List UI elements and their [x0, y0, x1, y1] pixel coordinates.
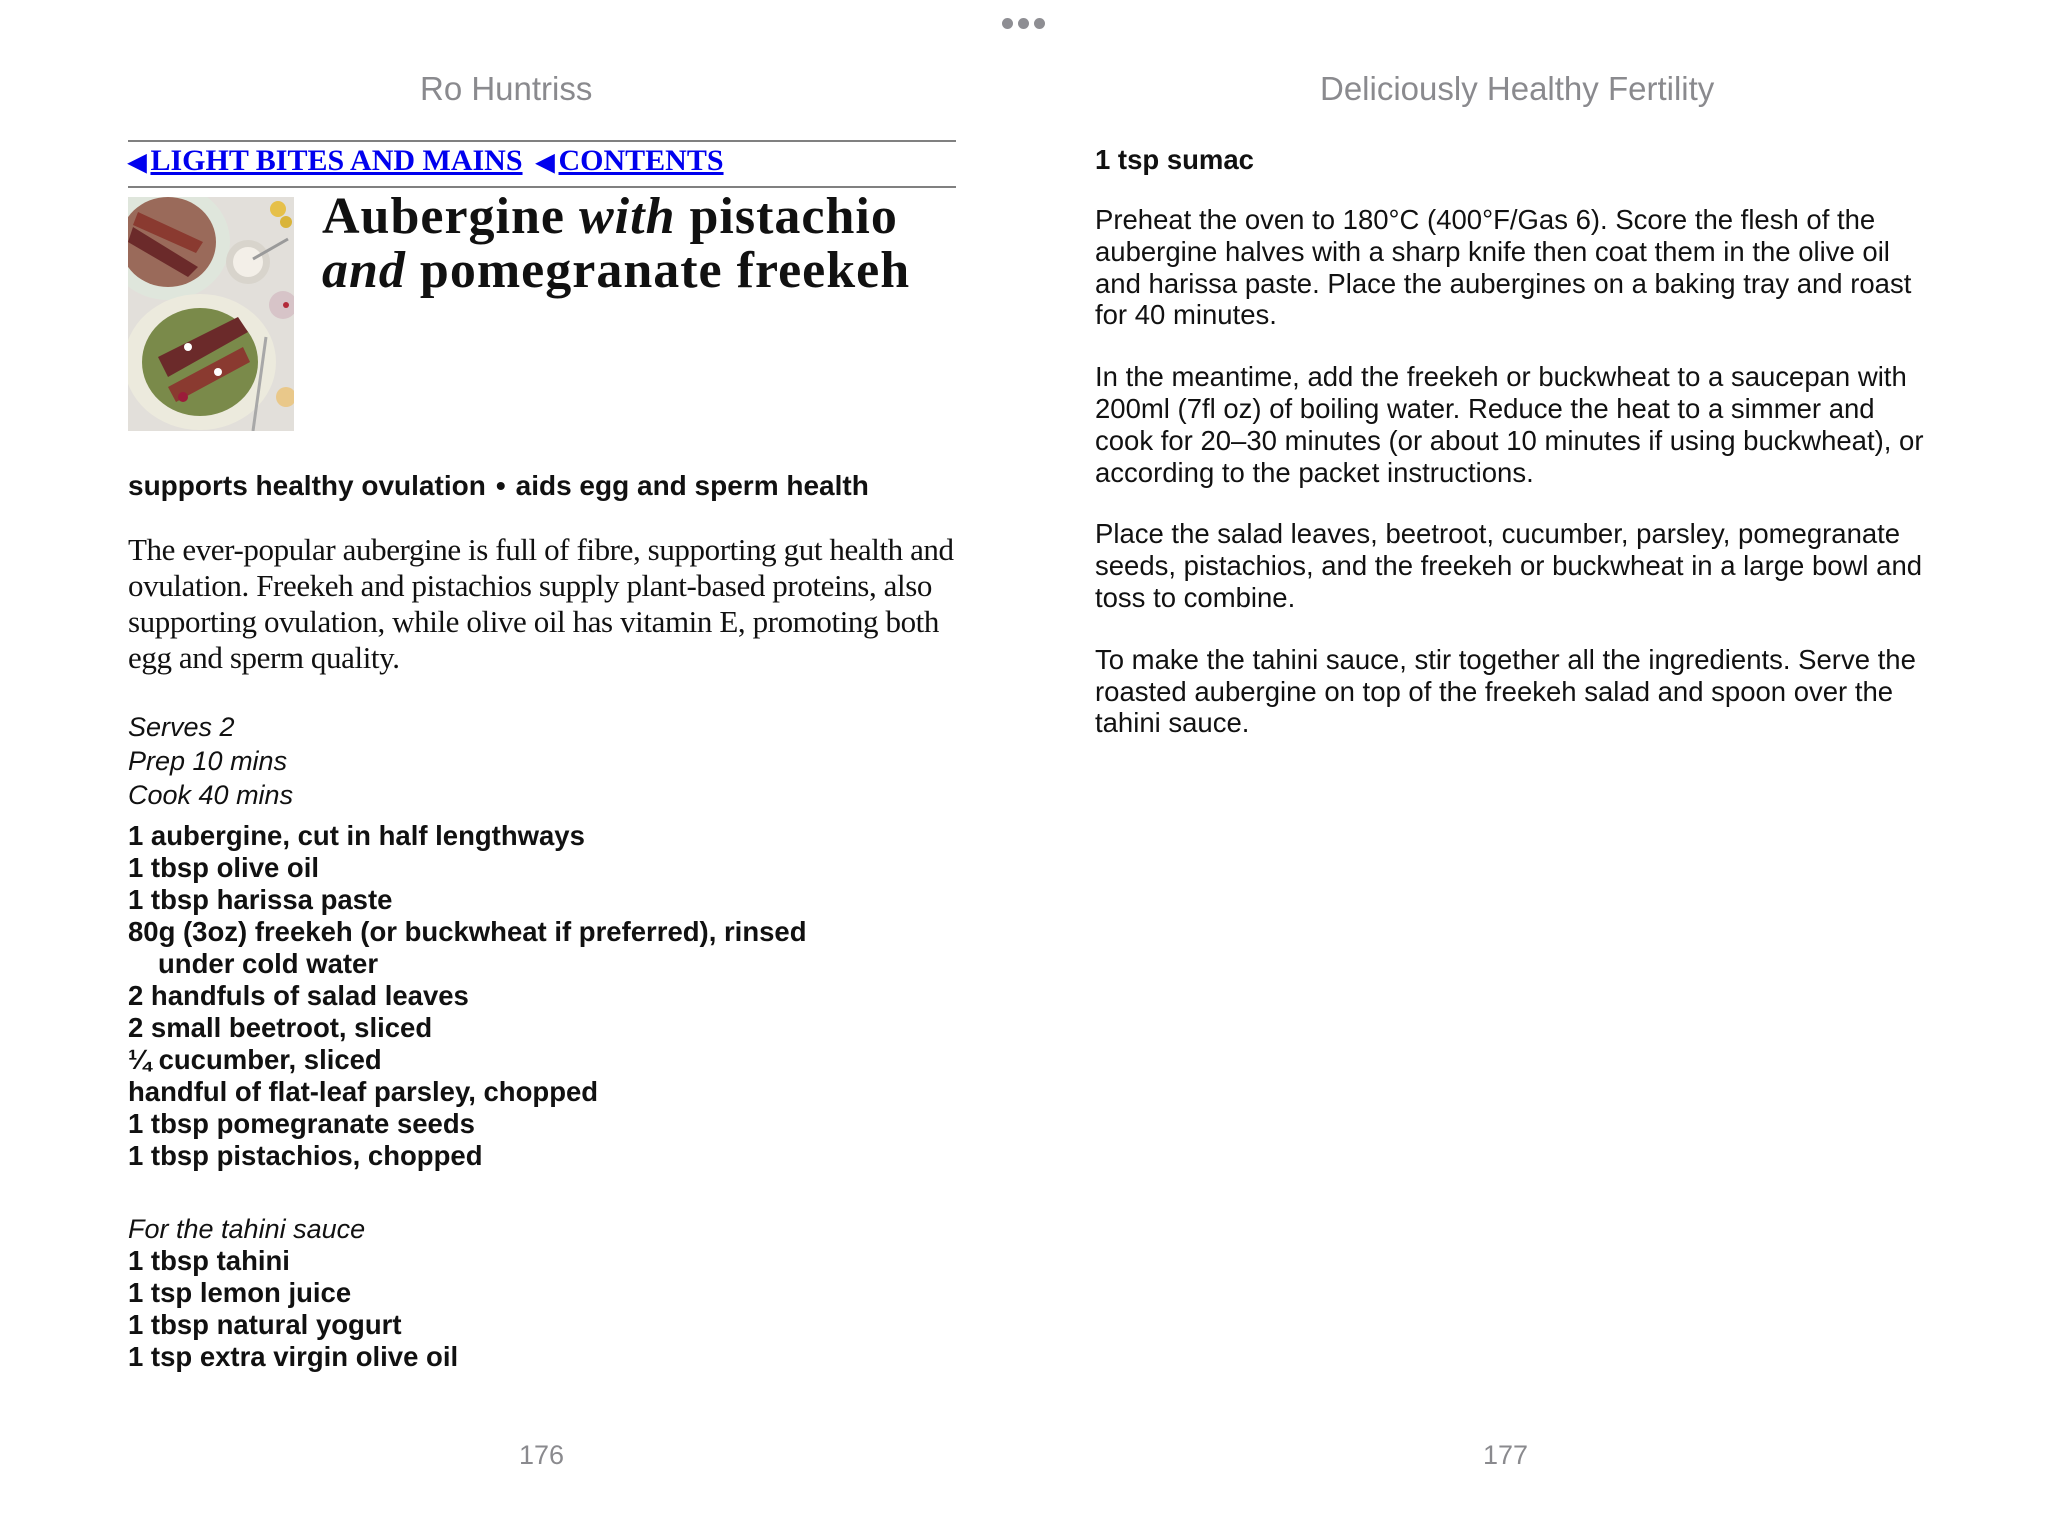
ingredient-continuation: under cold water — [158, 948, 379, 979]
divider — [128, 140, 956, 142]
ingredient: 2 small beetroot, sliced — [128, 1012, 433, 1043]
prep-time: Prep 10 mins — [128, 746, 288, 776]
ellipsis-icon — [1018, 18, 1029, 29]
title-text: pomegranate freekeh — [405, 242, 911, 299]
method-step: In the meantime, add the freekeh or buckwheat to a saucepan with 200ml (7fl oz) of boiling water. Reduce the heat to a simmer and cook for 20–30 minutes (or about 10 minutes if using buckwheat), or according to the packet instructions. — [1095, 361, 1924, 488]
more-options-button[interactable] — [1002, 18, 1045, 29]
sauce-ingredient-list — [128, 1245, 458, 1373]
cook-time: Cook 40 mins — [128, 780, 294, 810]
link-contents[interactable]: CONTENTS — [558, 144, 724, 177]
page-number-right: 177 — [1483, 1440, 1529, 1470]
ingredient-list — [128, 820, 807, 1172]
ingredient: 1 tsp sumac — [1095, 144, 1254, 175]
sauce-subheading: For the tahini sauce — [128, 1214, 366, 1244]
running-header-author: Ro Huntriss — [420, 70, 593, 107]
ingredient: 1 tsp extra virgin olive oil — [128, 1341, 459, 1372]
ellipsis-icon — [1002, 18, 1013, 29]
ingredient: 1 tbsp natural yogurt — [128, 1309, 402, 1340]
method-step: Place the salad leaves, beetroot, cucumber, parsley, pomegranate seeds, pistachios, and the freekeh or buckwheat in a large bowl and toss to combine. — [1095, 518, 1923, 613]
title-text: pistachio — [675, 188, 898, 245]
ingredient: handful of flat-leaf parsley, chopped — [128, 1076, 599, 1107]
method-step: To make the tahini sauce, stir together all the ingredients. Serve the roasted aubergine on top of the freekeh salad and spoon over the tahini sauce. — [1095, 643, 1916, 739]
ingredient: 2 handfuls of salad leaves — [128, 980, 469, 1011]
breadcrumb — [128, 144, 724, 178]
running-header-book-title: Deliciously Healthy Fertility — [1320, 70, 1715, 107]
recipe-photo[interactable] — [128, 197, 294, 431]
ingredient: 1 tbsp olive oil — [128, 852, 320, 883]
method-steps — [1095, 204, 1935, 769]
recipe-title — [322, 190, 962, 298]
back-triangle-icon: ◀ — [536, 150, 555, 176]
ellipsis-icon — [1034, 18, 1045, 29]
back-triangle-icon: ◀ — [128, 150, 147, 176]
health-tag: supports healthy ovulation — [128, 470, 486, 501]
ingredient: 1 tbsp tahini — [128, 1245, 290, 1276]
ingredient: 1 tsp lemon juice — [128, 1277, 352, 1308]
title-text-italic: and — [322, 242, 406, 299]
page-number-left: 176 — [519, 1440, 565, 1470]
ingredient: 1 aubergine, cut in half lengthways — [128, 820, 585, 851]
ingredient: ¼ cucumber, sliced — [128, 1044, 382, 1075]
recipe-meta — [128, 710, 293, 812]
method-step: Preheat the oven to 180°C (400°F/Gas 6). Score the flesh of the aubergine halves with a sharp knife then coat them in the olive oil and harissa paste. Place the aubergines on a baking tray and roast for 40 minutes. — [1095, 204, 1912, 331]
title-text-italic: with — [579, 188, 676, 245]
health-tags — [128, 470, 869, 502]
ingredient: 80g (3oz) freekeh (or buckwheat if preferred), rinsed — [128, 916, 807, 947]
health-tag: aids egg and sperm health — [515, 470, 869, 501]
ingredient: 1 tbsp harissa paste — [128, 884, 393, 915]
ingredient: 1 tbsp pistachios, chopped — [128, 1140, 483, 1171]
recipe-intro: The ever-popular aubergine is full of fibre, supporting gut health and ovulation. Freekeh and pistachios supply plant-based proteins, also supporting ovulation, while olive oil has vitamin E, promoting both egg and sperm quality. — [128, 532, 954, 675]
link-light-bites-and-mains[interactable]: LIGHT BITES AND MAINS — [150, 144, 523, 177]
title-text: Aubergine — [322, 188, 579, 245]
tag-separator: • — [495, 470, 506, 501]
serves: Serves 2 — [128, 712, 235, 742]
ingredient: 1 tbsp pomegranate seeds — [128, 1108, 475, 1139]
